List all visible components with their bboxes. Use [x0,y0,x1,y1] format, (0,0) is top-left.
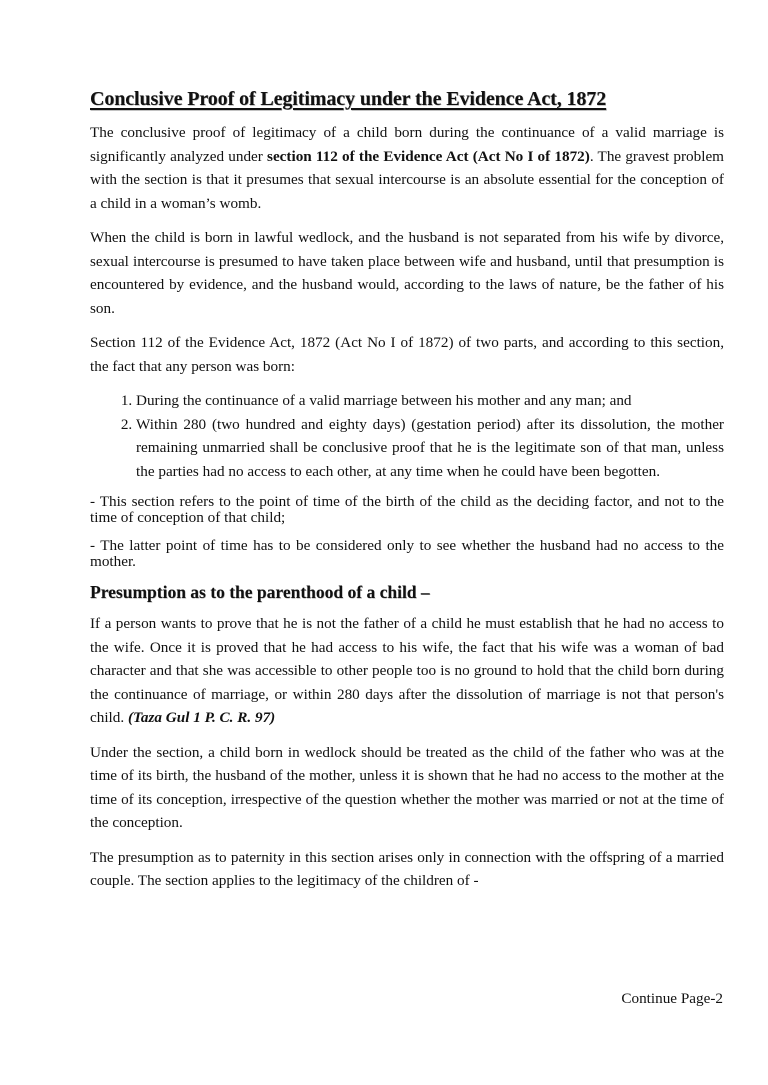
document-body [90,88,724,904]
paragraph-born-in-wedlock: Under the section, a child born in wedlock should be treated as the child of the father who was at the time of its birth, the husband of the mother, unless it is shown that he had no access to the mother at the time of its conception, irrespective of the question whether the mother was married or not at the time of the conception. [90,743,724,831]
note-birth-time: - This section refers to the point of time of the birth of the child as the deciding factor, and not to the time of conception of that child; [90,493,724,526]
note-latter-point: - The latter point of time has to be considered only to see whether the husband had no access to the mother. [90,537,724,570]
paragraph-section-112: Section 112 of the Evidence Act, 1872 (Act No I of 1872) of two parts, and according to this section, the fact that any person was born: [90,334,724,375]
paragraph-intro [90,121,724,215]
intro-text-bold: section 112 of the Evidence Act (Act No I of 1872) [267,147,590,165]
page-title: Conclusive Proof of Legitimacy under the Evidence Act, 1872 [90,88,607,110]
paragraph-paternity: The presumption as to paternity in this section arises only in connection with the offspring of a married couple. The section applies to the legitimacy of the children of - [90,848,724,889]
intro-text-end: . The gravest problem with the section is that it presumes that sexual intercourse is an absolute essential for the conception of a child in a woman’s womb. [90,147,724,212]
no-access-text: If a person wants to prove that he is not the father of a child he must establish that he had no access to the wife. Once it is proved that he had access to his wife, the fact that his wife was a woman of bad character and that she was accessible to other people too is no ground to hold that the child born during the continuance of marriage, or within 280 days after the dissolution of marriage is not that person's child. [90,615,724,726]
list-item: 1. During the continuance of a valid marriage between his mother and any man; and [136,389,724,413]
page-footer: Continue Page-2 [621,990,723,1007]
section-heading-parenthood: Presumption as to the parenthood of a child – [90,582,430,602]
paragraph-no-access [90,612,724,730]
case-citation: (Taza Gul 1 P. C. R. 97) [127,709,276,726]
list-item: 2. Within 280 (two hundred and eighty days) (gestation period) after its dissolution, the mother remaining unmarried shall be conclusive proof that he is the legitimate son of that man, unless the parties had no access to each other, at any time when he could have been begotten. [136,413,724,484]
paragraph-wedlock: When the child is born in lawful wedlock, and the husband is not separated from his wife by divorce, sexual intercourse is presumed to have taken place between wife and husband, until that presumption is encountered by evidence, and the husband would, according to the laws of nature, be the father of his son. [90,229,724,317]
conditions-list [90,389,724,483]
intro-text-start: The conclusive proof of legitimacy of a child born during the continuance of a valid marriage is significantly analyzed under [90,124,724,165]
